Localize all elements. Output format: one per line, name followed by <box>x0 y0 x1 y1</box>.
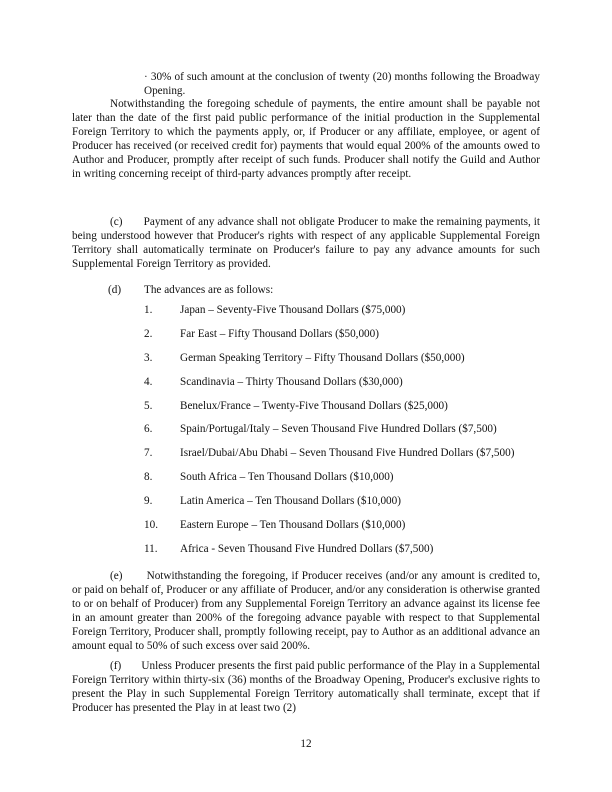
list-item-text: Scandinavia – Thirty Thousand Dollars ($30,000) <box>180 375 403 388</box>
payment-schedule-bullet: · 30% of such amount at the conclusion of twenty (20) months following the Broadway Opening. <box>144 71 540 97</box>
paragraph-f <box>72 660 540 716</box>
list-item-number: 3. <box>144 351 153 364</box>
list-item <box>144 351 514 375</box>
list-item <box>144 327 514 351</box>
list-item-number: 9. <box>144 495 153 508</box>
advances-list <box>144 303 514 566</box>
paragraph-e-text: Notwithstanding the foregoing, if Producer receives (and/or any amount is credited to, or paid on behalf of, Producer or any affiliate of Producer, and/or any consideration is otherwise granted to or on behalf of Producer) from any Supplemental Foreign Territory an advance against its license fee in an amount greater than 200% of the foregoing advance payable with respect to that Supplemental Foreign Territory, Producer shall, promptly following receipt, pay to Author as an additional advance an amount equal to 50% of such excess over said 200%. <box>72 570 541 652</box>
list-item-text: Eastern Europe – Ten Thousand Dollars ($10,000) <box>180 519 406 532</box>
list-item-number: 10. <box>144 519 158 532</box>
list-item-number: 5. <box>144 399 153 412</box>
list-item-number: 8. <box>144 471 153 484</box>
list-item <box>144 470 514 494</box>
list-item-number: 4. <box>144 375 153 388</box>
paragraph-d-label: (d) <box>108 284 122 296</box>
paragraph-c-text: Payment of any advance shall not obligate Producer to make the remaining payments, it being understood however that Producer's rights with respect of any applicable Supplemental Foreign Territory shall automatically terminate on Producer's failure to pay any advance amounts for such Supplemental Foreign Territory as provided. <box>72 216 540 270</box>
paragraph-f-text: Unless Producer presents the first paid public performance of the Play in a Supplemental Foreign Territory within thirty-six (36) months of the Broadway Opening, Producer's exclusive rights to present the Play in such Supplemental Foreign Territory automatically shall terminate, except that if Producer has presented the Play in at least two (2) <box>72 660 540 714</box>
paragraph-d-heading <box>108 284 273 296</box>
list-item-text: German Speaking Territory – Fifty Thousand Dollars ($50,000) <box>180 351 465 364</box>
list-item-number: 6. <box>144 423 153 436</box>
list-item-text: Japan – Seventy-Five Thousand Dollars ($75,000) <box>180 304 406 316</box>
list-item <box>144 375 514 399</box>
list-item-number: 7. <box>144 447 153 460</box>
paragraph-notwithstanding <box>72 98 540 181</box>
paragraph-c-label: (c) <box>110 216 123 228</box>
list-item <box>144 399 514 423</box>
page-number: 12 <box>300 738 312 750</box>
list-item-text: Latin America – Ten Thousand Dollars ($10,000) <box>180 495 401 508</box>
list-item <box>144 422 514 446</box>
list-item-number: 1. <box>144 304 153 316</box>
list-item <box>144 542 514 566</box>
paragraph-d-text: The advances are as follows: <box>144 284 274 296</box>
list-item <box>144 518 514 542</box>
paragraph-f-label: (f) <box>110 660 122 672</box>
paragraph-e-label: (e) <box>110 570 123 582</box>
list-item-text: Spain/Portugal/Italy – Seven Thousand Five Hundred Dollars ($7,500) <box>180 423 497 436</box>
list-item-text: Benelux/France – Twenty-Five Thousand Dollars ($25,000) <box>180 399 448 412</box>
list-item-text: Israel/Dubai/Abu Dhabi – Seven Thousand Five Hundred Dollars ($7,500) <box>180 447 515 460</box>
list-item <box>144 494 514 518</box>
paragraph-notwithstanding-text: Notwithstanding the foregoing schedule of payments, the entire amount shall be payable not later than the date of the first paid public performance of the initial production in the Supplemental Foreign Territory to which the payments apply, or, if Producer or any affiliate, employee, or agent of Producer has received (or received credit for) payments that would equal 200% of the amounts owed to Author and Producer, promptly after receipt of such funds. Producer shall notify the Guild and Author in writing concerning receipt of third-party advances promptly after receipt. <box>72 98 540 180</box>
list-item-text: Far East – Fifty Thousand Dollars ($50,000) <box>180 327 379 340</box>
list-item-number: 11. <box>144 542 158 555</box>
paragraph-c <box>72 216 540 272</box>
list-item <box>144 303 514 327</box>
list-item <box>144 446 514 470</box>
list-item-text: Africa - Seven Thousand Five Hundred Dollars ($7,500) <box>180 542 434 555</box>
list-item-text: South Africa – Ten Thousand Dollars ($10,000) <box>180 471 394 484</box>
list-item-number: 2. <box>144 327 153 340</box>
paragraph-e <box>72 570 540 653</box>
